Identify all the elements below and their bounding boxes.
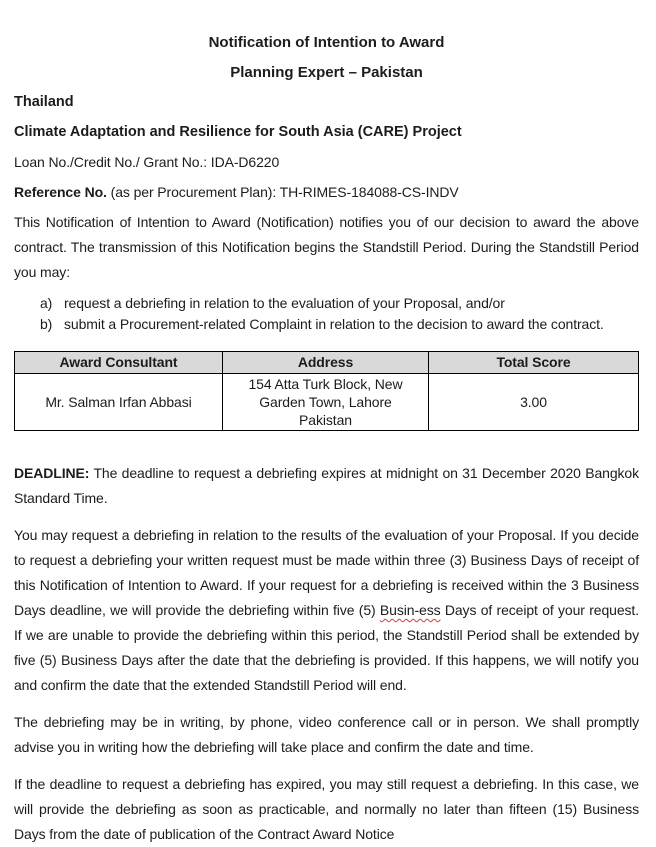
country-heading: Thailand (14, 94, 74, 110)
intro-paragraph: This Notification of Intention to Award (Notification) notifies you of our decision to award the above contract. The transmission of this Notification begins the Standstill Period. During the Standstill Period you may: (14, 214, 639, 280)
reference-label: Reference No. (14, 184, 107, 200)
debriefing-terms-paragraph (14, 523, 639, 698)
loan-credit-grant-line: Loan No./Credit No./ Grant No.: IDA-D6220 (14, 154, 280, 170)
debriefing-method-paragraph: The debriefing may be in writing, by phone, video conference call or in person. We shall promptly advise you in writing how the debriefing will take place and confirm the date and time. (14, 714, 639, 755)
list-item-marker: b) (40, 316, 53, 332)
list-item (14, 293, 639, 314)
total-score-cell: 3.00 (429, 374, 639, 431)
misspelled-word: Busin-ess (379, 602, 441, 618)
total-score-header: Total Score (429, 352, 639, 374)
reference-value: (as per Procurement Plan): TH-RIMES-184088-CS-INDV (106, 184, 459, 200)
page-title: Notification of Intention to Award (208, 34, 445, 51)
list-item (14, 314, 639, 335)
late-request-paragraph: If the deadline to request a debriefing has expired, you may still request a debriefing. In this case, we will provide the debriefing as soon as practicable, and normally no later than fifteen (15) Business Days from the date of publication of the Contract Award Notice (14, 776, 639, 842)
reference-line (14, 180, 639, 205)
list-item-text: submit a Procurement-related Complaint in relation to the decision to award the contract. (64, 316, 604, 332)
project-heading: Climate Adaptation and Resilience for South Asia (CARE) Project (14, 124, 462, 140)
deadline-paragraph (14, 461, 639, 511)
table-header-row (15, 352, 639, 374)
deadline-text: The deadline to request a debriefing expires at midnight on 31 December 2020 Bangkok Standard Time. (14, 465, 639, 506)
debriefing-terms-after: Days of receipt of your request. If we are unable to provide the debriefing within this period, the Standstill Period shall be extended by five (5) Business Days after the date that the debriefing is provided. If this happens, we will notify you and confirm the date that the extended Standstill Period will end. (14, 602, 639, 693)
list-item-text: request a debriefing in relation to the evaluation of your Proposal, and/or (64, 295, 505, 311)
address-header: Address (223, 352, 429, 374)
award-consultant-header: Award Consultant (15, 352, 223, 374)
consultant-name-cell: Mr. Salman Irfan Abbasi (15, 374, 223, 431)
list-item-marker: a) (40, 295, 53, 311)
debriefing-terms-before: You may request a debriefing in relation to the results of the evaluation of your Proposal. If you decide to request a debriefing your written request must be made within three (3) Business Days of receipt of this Notification of Intention to Award. If your request for a debriefing is received within the 3 Business Days deadline, we will provide the debriefing within five (5) (14, 527, 639, 618)
table-row (15, 374, 639, 431)
page-subtitle: Planning Expert – Pakistan (230, 64, 423, 81)
award-table-header (15, 352, 639, 374)
deadline-label: DEADLINE: (14, 465, 90, 481)
debrief-options-list (14, 293, 639, 335)
address-cell: 154 Atta Turk Block, New Garden Town, Lahore Pakistan (223, 374, 429, 431)
award-table (14, 351, 639, 431)
